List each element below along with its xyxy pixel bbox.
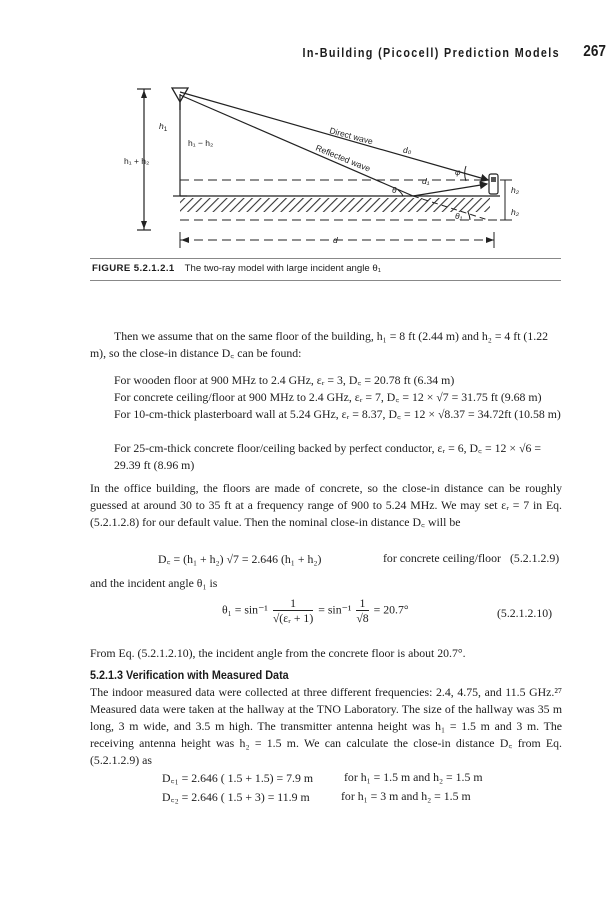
equation-dc1: D꜀₁ = 2.646 ( 1.5 + 1.5) = 7.9 m xyxy=(162,771,314,785)
paragraph-assume: Then we assume that on the same floor of the building, h₁ = 8 ft (2.44 m) and h₂ = 4 ft (1.22 m), so the close-in distance D꜀ can be found: xyxy=(90,329,549,360)
item-perfect-conductor: For 25-cm-thick concrete floor/ceiling backed by perfect conductor, εᵣ = 6, D꜀ = 12 × √6 = 29.39 ft (8.96 m) xyxy=(114,441,541,472)
label-h1-minus-h2: h₁ − h₂ xyxy=(188,138,214,148)
item-plasterboard-wall: For 10-cm-thick plasterboard wall at 5.24 GHz, εᵣ = 8.37, D꜀ = 12 × √8.37 = 34.72ft (10.58 m) xyxy=(114,407,561,421)
label-h2-upper: h₂ xyxy=(511,185,519,195)
figure-caption xyxy=(92,263,381,274)
equation-10: θ₁ = sin⁻¹ $\frac{1}{\text{√(εᵣ + 1)}}$ = sin⁻¹ $\frac{1}{√8}$ = 20.7° xyxy=(222,596,409,625)
label-reflected-wave: Reflected wave xyxy=(314,142,372,174)
equation-dc2: D꜀₂ = 2.646 ( 1.5 + 3) = 11.9 m xyxy=(162,790,310,804)
label-h1: $h_1$ xyxy=(159,121,168,133)
caption-label: FIGURE 5.2.1.2.1 xyxy=(92,263,175,274)
label-d: d xyxy=(333,235,338,245)
label-d0: d₀ xyxy=(403,145,412,155)
caption-rule-bottom xyxy=(90,280,561,281)
equation-dc2-condition: for h₁ = 3 m and h₂ = 1.5 m xyxy=(341,789,471,803)
equation-9-desc: for concrete ceiling/floor xyxy=(383,551,501,565)
floor-hatch xyxy=(180,198,490,212)
text-incident-angle: and the incident angle θ₁ is xyxy=(90,576,218,590)
label-theta: θ xyxy=(392,185,397,195)
equation-9: D꜀ = (h₁ + h₂) √7 = 2.646 (h₁ + h₂) xyxy=(158,552,322,566)
label-h1-plus-h2: h₁ + h₂ xyxy=(124,156,150,166)
label-phi: φ xyxy=(455,167,461,177)
item-wooden-floor: For wooden floor at 900 MHz to 2.4 GHz, εᵣ = 3, D꜀ = 20.78 ft (6.34 m) xyxy=(114,373,455,387)
label-theta1: θ₁ xyxy=(455,211,463,221)
caption-text: The two-ray model with large incident angle θ₁ xyxy=(184,263,381,274)
equation-9-number: (5.2.1.2.9) xyxy=(510,551,560,565)
equation-dc1-condition: for h₁ = 1.5 m and h₂ = 1.5 m xyxy=(344,770,483,784)
paragraph-from-eq: From Eq. (5.2.1.2.10), the incident angle from the concrete floor is about 20.7°. xyxy=(90,646,466,660)
label-h2-lower: h₂ xyxy=(511,207,519,217)
item-concrete-floor: For concrete ceiling/floor at 900 MHz to 2.4 GHz, εᵣ = 7, D꜀ = 12 × √7 = 31.75 ft (9.68 m) xyxy=(114,390,542,404)
paragraph-measured-data: The indoor measured data were collected at three different frequencies: 2.4, 4.75, and 11.5 GHz.²⁷ Measured data were taken at the hallway at the TNO Laboratory. The size of the hallway was 35 m long, 3 m wide, and 3.5 m high. The transmitter antenna height was h₁ = 1.5 m and 3 m. The receiving antenna height was h₂ = 1.5 m. We can calculate the close-in distance D꜀ from Eq. (5.2.1.2.9) as xyxy=(90,685,562,767)
page-number: 267 xyxy=(583,43,606,60)
label-d1: d₁ xyxy=(422,176,430,186)
equation-10-number: (5.2.1.2.10) xyxy=(497,606,553,620)
label-direct-wave: Direct wave xyxy=(328,125,374,147)
paragraph-office-building: In the office building, the floors are made of concrete, so the close-in distance can be roughly guessed at around 30 to 35 ft at a frequency range of 900 to 5.24 MHz. We may set εᵣ = 7 in Eq. (5.2.1.2.8) for our default value. Then the nominal close-in distance D꜀ will be xyxy=(90,481,562,529)
caption-rule-top xyxy=(90,258,561,259)
section-heading: 5.2.1.3 Verification with Measured Data xyxy=(90,668,289,682)
reflected-wave-ray xyxy=(180,95,413,196)
running-title: In-Building (Picocell) Prediction Models xyxy=(302,46,560,60)
two-ray-figure xyxy=(0,0,613,262)
